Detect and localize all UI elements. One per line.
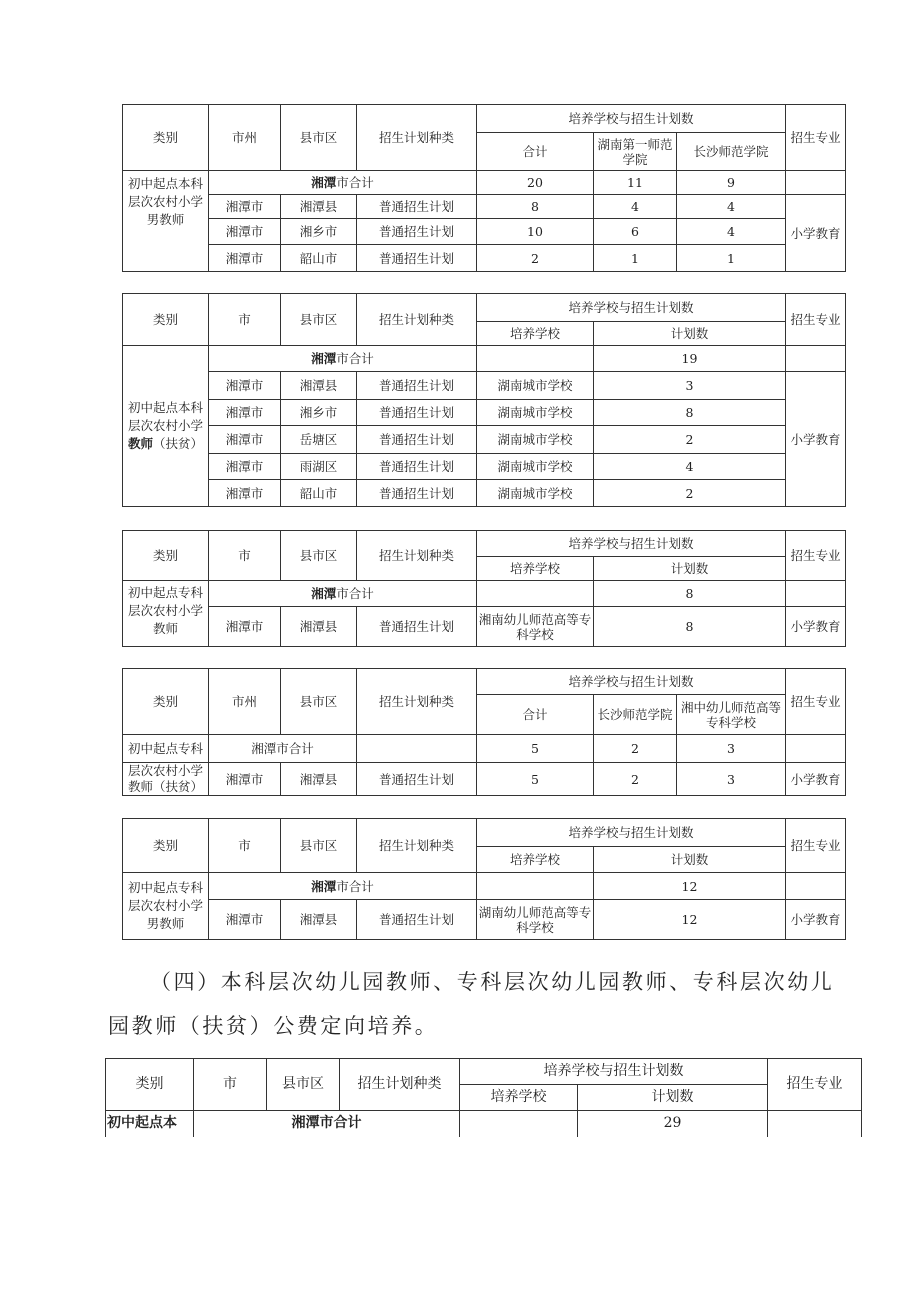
header-plan-type: 招生计划种类 (357, 819, 477, 873)
header-county: 县市区 (281, 105, 357, 171)
row-plan: 普通招生计划 (357, 900, 477, 940)
category-text: 初中起点本科层次农村小学 (127, 400, 203, 433)
header-plan-type: 招生计划种类 (357, 669, 477, 735)
header-count: 计划数 (594, 557, 786, 581)
sum-major-empty (786, 735, 846, 763)
major-cell: 小学教育 (786, 372, 846, 507)
row-city: 湘潭市 (209, 900, 281, 940)
header-school-group: 培养学校与招生计划数 (460, 1059, 768, 1085)
table-3 (122, 530, 846, 647)
city-name-bold: 湘潭 (311, 175, 337, 190)
city-sum-suffix: 市合计 (336, 586, 374, 601)
row-plan: 普通招生计划 (357, 219, 477, 245)
header-category: 类别 (123, 105, 209, 171)
header-school-group: 培养学校与招生计划数 (477, 531, 786, 557)
row-school-2: 3 (677, 763, 786, 796)
header-school-group: 培养学校与招生计划数 (477, 105, 786, 133)
table-1 (122, 104, 846, 272)
category-cell: 初中起点本科层次农村小学男教师 (123, 171, 209, 272)
sum-school-2: 3 (677, 735, 786, 763)
row-count: 2 (594, 426, 786, 454)
header-category: 类别 (123, 819, 209, 873)
header-count: 计划数 (578, 1085, 768, 1111)
row-school: 湖南城市学校 (477, 426, 594, 454)
sum-school-empty (477, 873, 594, 900)
city-name-bold: 湘潭 (311, 586, 337, 601)
city-sum-suffix: 市合计 (336, 351, 374, 366)
row-plan: 普通招生计划 (357, 426, 477, 454)
row-count: 8 (594, 400, 786, 426)
city-sum-suffix: 市合计 (336, 175, 374, 190)
row-school: 湘南幼儿师范高等专科学校 (477, 607, 594, 647)
sum-school-1: 2 (594, 735, 677, 763)
header-city: 市州 (209, 669, 281, 735)
category-cell: 初中起点专科层次农村小学男教师 (123, 873, 209, 940)
major-cell: 小学教育 (786, 763, 846, 796)
header-plan-type: 招生计划种类 (357, 294, 477, 346)
category-cell (123, 346, 209, 507)
row-count: 12 (594, 900, 786, 940)
category-cell: 初中起点专科层次农村小学教师 (123, 581, 209, 647)
row-school-2: 1 (677, 245, 786, 272)
header-total: 合计 (477, 695, 594, 735)
row-school: 湖南幼儿师范高等专科学校 (477, 900, 594, 940)
header-school: 培养学校 (477, 847, 594, 873)
row-total: 5 (477, 763, 594, 796)
header-count: 计划数 (594, 322, 786, 346)
sum-school-2: 9 (677, 171, 786, 195)
row-school-2: 4 (677, 195, 786, 219)
header-school-1: 湖南第一师范学院 (594, 133, 677, 171)
row-plan: 普通招生计划 (357, 400, 477, 426)
header-plan-type: 招生计划种类 (357, 531, 477, 581)
header-county: 县市区 (281, 669, 357, 735)
row-plan: 普通招生计划 (357, 372, 477, 400)
row-plan: 普通招生计划 (357, 245, 477, 272)
sum-major-empty (786, 346, 846, 372)
row-count: 4 (594, 454, 786, 480)
header-category: 类别 (123, 294, 209, 346)
header-school-group: 培养学校与招生计划数 (477, 669, 786, 695)
row-total: 8 (477, 195, 594, 219)
major-cell: 小学教育 (786, 607, 846, 647)
header-major: 招生专业 (786, 531, 846, 581)
category-cell: 初中起点本 (106, 1111, 194, 1137)
row-city: 湘潭市 (209, 195, 281, 219)
header-plan-type: 招生计划种类 (357, 105, 477, 171)
category-text-suffix: （扶贫） (153, 436, 204, 451)
row-plan: 普通招生计划 (357, 454, 477, 480)
sum-school-empty (477, 346, 594, 372)
category-text-bold: 教师 (127, 436, 153, 451)
row-plan: 普通招生计划 (357, 763, 477, 796)
header-school: 培养学校 (477, 322, 594, 346)
sum-major-empty (786, 581, 846, 607)
row-school: 湖南城市学校 (477, 454, 594, 480)
sum-count: 19 (594, 346, 786, 372)
row-school-1: 6 (594, 219, 677, 245)
row-school-1: 2 (594, 763, 677, 796)
row-school: 湖南城市学校 (477, 400, 594, 426)
header-county: 县市区 (267, 1059, 340, 1111)
row-county: 雨湖区 (281, 454, 357, 480)
header-county: 县市区 (281, 531, 357, 581)
major-cell: 小学教育 (786, 900, 846, 940)
row-school: 湖南城市学校 (477, 480, 594, 507)
header-category: 类别 (106, 1059, 194, 1111)
sum-total: 5 (477, 735, 594, 763)
row-city: 湘潭市 (209, 400, 281, 426)
header-major: 招生专业 (786, 819, 846, 873)
sum-major-empty (786, 171, 846, 195)
row-count: 8 (594, 607, 786, 647)
row-plan: 普通招生计划 (357, 607, 477, 647)
row-city: 湘潭市 (209, 426, 281, 454)
header-county: 县市区 (281, 294, 357, 346)
sum-count: 8 (594, 581, 786, 607)
sum-major-empty (768, 1111, 862, 1137)
row-county: 湘潭县 (281, 372, 357, 400)
row-city: 湘潭市 (209, 763, 281, 796)
table-2 (122, 293, 846, 507)
city-sum-label: 湘潭市合计 (209, 735, 357, 763)
header-major: 招生专业 (786, 105, 846, 171)
header-county: 县市区 (281, 819, 357, 873)
category-cell-bottom: 层次农村小学教师（扶贫） (123, 763, 209, 796)
row-county: 湘乡市 (281, 219, 357, 245)
header-city: 市 (209, 819, 281, 873)
major-cell: 小学教育 (786, 195, 846, 272)
city-sum-label (209, 346, 477, 372)
city-sum-label (209, 873, 477, 900)
city-sum-label: 湘潭市合计 (194, 1111, 460, 1137)
sum-count: 12 (594, 873, 786, 900)
header-total: 合计 (477, 133, 594, 171)
row-school: 湖南城市学校 (477, 372, 594, 400)
header-school-2: 湘中幼儿师范高等专科学校 (677, 695, 786, 735)
table-4 (122, 668, 846, 796)
row-count: 3 (594, 372, 786, 400)
header-count: 计划数 (594, 847, 786, 873)
row-county: 韶山市 (281, 245, 357, 272)
header-school-group: 培养学校与招生计划数 (477, 294, 786, 322)
city-sum-suffix: 市合计 (336, 878, 374, 894)
row-county: 岳塘区 (281, 426, 357, 454)
row-school-1: 4 (594, 195, 677, 219)
row-county: 湘潭县 (281, 900, 357, 940)
header-school-1: 长沙师范学院 (594, 695, 677, 735)
sum-school-1: 11 (594, 171, 677, 195)
header-city: 市 (209, 531, 281, 581)
header-city: 市州 (209, 105, 281, 171)
row-plan: 普通招生计划 (357, 480, 477, 507)
row-city: 湘潭市 (209, 219, 281, 245)
header-school-group: 培养学校与招生计划数 (477, 819, 786, 847)
row-county: 湘潭县 (281, 763, 357, 796)
sum-major-empty (786, 873, 846, 900)
row-city: 湘潭市 (209, 607, 281, 647)
sum-school-empty (477, 581, 594, 607)
row-city: 湘潭市 (209, 245, 281, 272)
row-total: 10 (477, 219, 594, 245)
row-total: 2 (477, 245, 594, 272)
row-plan: 普通招生计划 (357, 195, 477, 219)
header-city: 市 (209, 294, 281, 346)
section-4-text: （四）本科层次幼儿园教师、专科层次幼儿园教师、专科层次幼儿园教师（扶贫）公费定向培养。 (108, 970, 835, 1038)
row-count: 2 (594, 480, 786, 507)
header-school: 培养学校 (460, 1085, 578, 1111)
header-major: 招生专业 (786, 294, 846, 346)
row-city: 湘潭市 (209, 372, 281, 400)
sum-school-empty (460, 1111, 578, 1137)
header-major: 招生专业 (786, 669, 846, 735)
table-5 (122, 818, 846, 940)
header-plan-type: 招生计划种类 (340, 1059, 460, 1111)
header-city: 市 (194, 1059, 267, 1111)
row-county: 湘乡市 (281, 400, 357, 426)
city-name-bold: 湘潭 (311, 878, 337, 894)
row-city: 湘潭市 (209, 454, 281, 480)
sum-total: 20 (477, 171, 594, 195)
city-sum-label (209, 581, 477, 607)
table-6 (105, 1058, 862, 1137)
city-name-bold: 湘潭 (311, 351, 337, 366)
row-county: 湘潭县 (281, 195, 357, 219)
category-cell-top: 初中起点专科 (123, 735, 209, 763)
row-school-1: 1 (594, 245, 677, 272)
header-category: 类别 (123, 669, 209, 735)
city-sum-label (209, 171, 477, 195)
header-school-2: 长沙师范学院 (677, 133, 786, 171)
row-school-2: 4 (677, 219, 786, 245)
section-4-paragraph (108, 960, 848, 1048)
row-city: 湘潭市 (209, 480, 281, 507)
sum-plan-empty (357, 735, 477, 763)
header-school: 培养学校 (477, 557, 594, 581)
row-county: 湘潭县 (281, 607, 357, 647)
row-county: 韶山市 (281, 480, 357, 507)
header-category: 类别 (123, 531, 209, 581)
sum-count: 29 (578, 1111, 768, 1137)
header-major: 招生专业 (768, 1059, 862, 1111)
